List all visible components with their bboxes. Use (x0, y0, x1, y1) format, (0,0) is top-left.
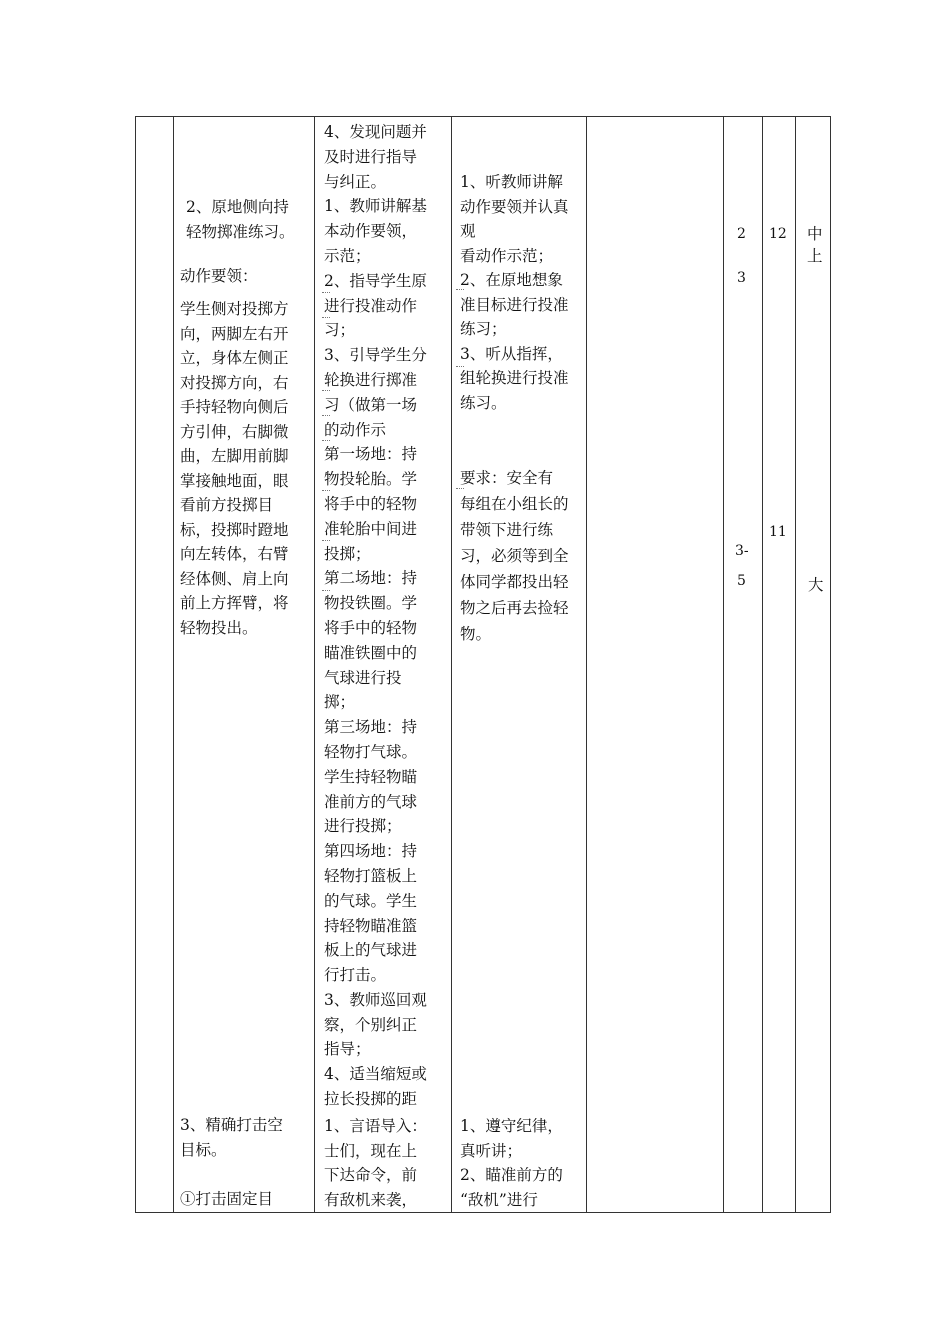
text-line: 4、适当缩短或 (324, 1065, 427, 1084)
text-line: 准轮胎中间进 (324, 519, 418, 538)
text-line: 掷； (324, 693, 356, 712)
text-line: 轻物打气球。 (324, 742, 418, 761)
text-line: 曲，左脚用前脚 (180, 447, 289, 465)
text-line: 行打击。 (324, 966, 387, 985)
dotted-mark (322, 440, 330, 444)
text-line: 察，个别纠正 (324, 1015, 418, 1034)
text-line: 轻物掷准练习。 (186, 222, 295, 241)
text-line (180, 1162, 283, 1187)
column-divider (795, 117, 796, 1212)
column-divider (586, 117, 587, 1212)
text-line: 看动作示范； (460, 246, 554, 265)
text-line: 的气球。学生 (324, 891, 418, 910)
text-line: 物之后再去捡轻 (460, 599, 569, 617)
text-line: 每组在小组长的 (460, 495, 569, 513)
text-line: ①打击固定目 (180, 1189, 274, 1208)
action-essentials-label: 动作要领： (180, 267, 258, 285)
dotted-mark (322, 292, 330, 296)
action-essentials-text (180, 297, 289, 640)
text-line: 1、教师讲解基 (324, 197, 427, 216)
duration-value: 2 (737, 226, 746, 242)
text-line: 与纠正。 (324, 172, 387, 191)
count-value: 12 (769, 226, 787, 242)
text-line: 1、言语导入： (324, 1117, 427, 1135)
text-line: 投掷； (324, 544, 371, 563)
text-line: 持轻物瞄准篮 (324, 916, 418, 935)
text-line: 进行投掷； (324, 817, 402, 836)
text-line: 第四场地：持 (324, 842, 418, 861)
text-line: 轻物投出。 (180, 618, 258, 637)
text-line: 准前方的气球 (324, 792, 418, 811)
text-line: 看前方投掷目 (180, 496, 274, 514)
intensity-value: 中 (807, 225, 823, 243)
text-line: 2、在原地想象 (460, 271, 563, 289)
text-line: 物投轮胎。学 (324, 470, 418, 489)
text-line: 方引伸，右脚微 (180, 422, 289, 441)
student-activity-text (460, 170, 569, 415)
dotted-mark (322, 590, 330, 594)
text-line: 第二场地：持 (324, 569, 418, 588)
text-line: 观 (460, 222, 476, 240)
dotted-mark (456, 366, 464, 370)
text-line: 习； (324, 321, 356, 340)
duration-value: 3- (735, 543, 749, 559)
text-line: 物。 (460, 625, 492, 643)
text-line: 2、瞄准前方的 (460, 1166, 563, 1184)
text-line: 4、发现问题并 (324, 123, 427, 141)
text-line: 瞄准铁圈中的 (324, 643, 418, 662)
teacher-activity-text (324, 120, 427, 1112)
text-line: 气球进行投 (324, 668, 402, 687)
text-line: 带领下进行练 (460, 521, 554, 539)
dotted-mark (322, 490, 330, 494)
column-divider (762, 117, 763, 1212)
text-line: 3、教师巡回观 (324, 990, 427, 1009)
text-line: 标，投掷时蹬地 (180, 520, 289, 539)
text-line: 及时进行指导 (324, 147, 418, 166)
duration-value: 3 (737, 270, 746, 286)
text-line: 掌接触地面，眼 (180, 471, 289, 490)
text-line: 拉长投掷的距 (324, 1090, 418, 1109)
text-line: 示范； (324, 246, 371, 265)
text-line: 真听讲； (460, 1141, 523, 1160)
next-exercise-title (180, 1113, 283, 1211)
text-line: 练习； (460, 320, 507, 338)
text-line: 进行投准动作 (324, 296, 418, 315)
text-line: 2、原地侧向持 (186, 198, 289, 216)
column-divider (173, 117, 174, 1212)
text-line: 士们，现在上 (324, 1141, 418, 1160)
dotted-mark (456, 289, 464, 293)
text-line: 2、指导学生原 (324, 271, 427, 290)
text-line: 学生持轻物瞄 (324, 767, 418, 786)
text-line: 习，必须等到全 (460, 547, 569, 565)
teacher-activity-next (324, 1114, 427, 1212)
column-divider (723, 117, 724, 1212)
text-line: 立，身体左侧正 (180, 349, 289, 367)
dotted-mark (322, 415, 330, 419)
text-line: 对投掷方向，右 (180, 373, 289, 392)
intensity-value: 大 (808, 576, 824, 594)
column-divider (451, 117, 452, 1212)
text-line: 下达命令，前 (324, 1166, 418, 1184)
text-line: 轮换进行掷准 (324, 370, 418, 389)
text-line: 3、引导学生分 (324, 346, 427, 365)
count-value: 11 (769, 524, 787, 540)
text-line: 1、遵守纪律， (460, 1117, 563, 1135)
exercise-title (186, 195, 295, 244)
text-line: 向，两脚左右开 (180, 324, 289, 343)
column-divider (314, 117, 315, 1212)
text-line: 练习。 (460, 393, 507, 412)
text-line: 3、精确打击空 (180, 1116, 283, 1134)
text-line: 组轮换进行投准 (460, 369, 569, 387)
text-line: 板上的气球进 (324, 941, 418, 960)
text-line: 第三场地：持 (324, 718, 418, 737)
dotted-mark (456, 488, 464, 492)
text-line: 指导； (324, 1040, 371, 1059)
text-line: “敌机”进行 (460, 1190, 538, 1209)
text-line: 本动作要领， (324, 222, 418, 241)
text-line: 轻物打篮板上 (324, 866, 418, 885)
text-line: 习（做第一场 (324, 395, 418, 414)
text-line: 经体侧、肩上向 (180, 569, 289, 588)
text-line: 体同学都投出轻 (460, 573, 569, 591)
text-line: 准目标进行投准 (460, 295, 569, 314)
text-line: 3、听从指挥， (460, 344, 563, 363)
text-line: 有敌机来袭， (324, 1190, 418, 1209)
text-line: 要求：安全有 (460, 469, 554, 487)
text-line: 将手中的轻物 (324, 494, 418, 513)
text-line: 第一场地：持 (324, 445, 418, 464)
text-line: 手持轻物向侧后 (180, 398, 289, 416)
text-line: 1、听教师讲解 (460, 173, 563, 191)
duration-value: 5 (737, 573, 746, 589)
text-line: 目标。 (180, 1140, 227, 1159)
text-line: 将手中的轻物 (324, 618, 418, 637)
text-line: 前上方挥臂，将 (180, 594, 289, 612)
dotted-mark (322, 540, 330, 544)
text-line: 动作要领并认真 (460, 197, 569, 216)
dotted-mark (322, 390, 330, 394)
text-line: 物投铁圈。学 (324, 594, 418, 613)
text-line: 学生侧对投掷方 (180, 300, 289, 318)
intensity-value: 上 (807, 247, 823, 265)
student-activity-next (460, 1114, 563, 1212)
text-line: 的动作示 (324, 420, 387, 439)
text-line: 向左转体，右臂 (180, 545, 289, 563)
student-requirements-text (460, 465, 569, 647)
dotted-mark (322, 317, 330, 321)
